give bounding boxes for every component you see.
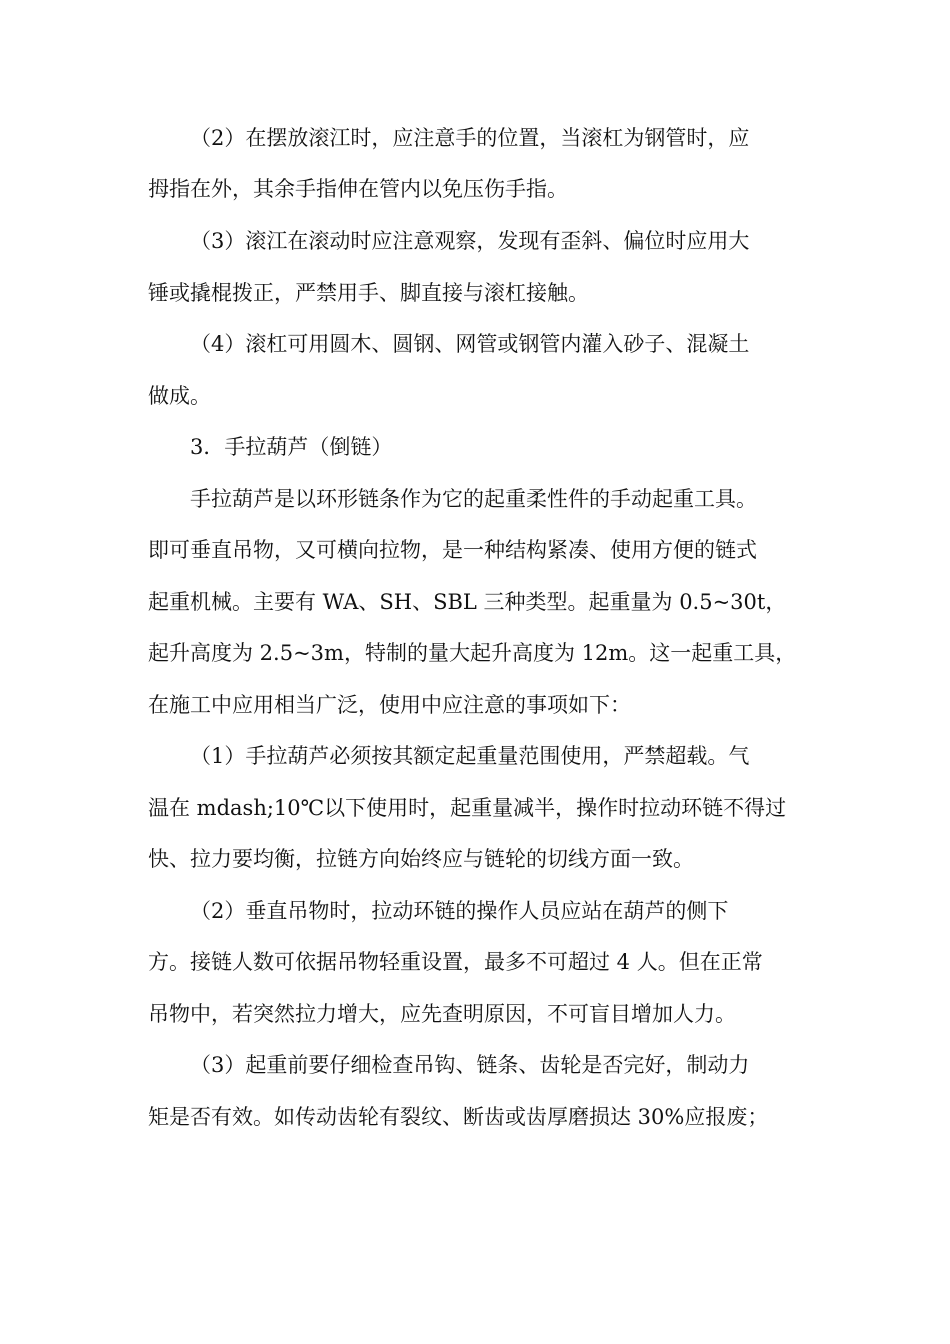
text-line: 做成。 — [148, 384, 211, 408]
text-line: 矩是否有效。如传动齿轮有裂纹、断齿或齿厚磨损达 30%应报废； — [148, 1105, 769, 1129]
text-line: 拇指在外，其余手指伸在管内以免压伤手指。 — [148, 177, 568, 201]
text-line: 锤或撬棍拨正，严禁用手、脚直接与滚杠接触。 — [148, 281, 589, 305]
text-line: （2）垂直吊物时，拉动环链的操作人员应站在葫芦的侧下 — [190, 899, 729, 923]
text-line: （3）滚江在滚动时应注意观察，发现有歪斜、偏位时应用大 — [190, 229, 750, 253]
text-line: 起重机械。主要有 WA、SH、SBL 三种类型。起重量为 0.5~30t， — [148, 590, 787, 614]
text-line: 吊物中，若突然拉力增大，应先查明原因，不可盲目增加人力。 — [148, 1002, 736, 1026]
text-line: 快、拉力要均衡，拉链方向始终应与链轮的切线方面一致。 — [148, 847, 694, 871]
text-line: 在施工中应用相当广泛，使用中应注意的事项如下： — [148, 693, 631, 717]
text-line: 方。接链人数可依据吊物轻重设置，最多不可超过 4 人。但在正常 — [148, 950, 763, 974]
text-line: 手拉葫芦是以环形链条作为它的起重柔性件的手动起重工具。 — [190, 487, 757, 511]
text-line: 温在 mdash;10℃以下使用时，起重量减半，操作时拉动环链不得过 — [148, 796, 787, 820]
text-line: （2）在摆放滚江时，应注意手的位置，当滚杠为钢管时，应 — [190, 126, 750, 150]
text-line: （3）起重前要仔细检查吊钩、链条、齿轮是否完好，制动力 — [190, 1053, 750, 1077]
text-line: 起升高度为 2.5~3m，特制的量大起升高度为 12m。这一起重工具， — [148, 641, 797, 665]
section-heading: 3．手拉葫芦（倒链） — [190, 435, 393, 459]
text-line: （1）手拉葫芦必须按其额定起重量范围使用，严禁超载。气 — [190, 744, 750, 768]
text-line: （4）滚杠可用圆木、圆钢、网管或钢管内灌入砂子、混凝土 — [190, 332, 750, 356]
text-line: 即可垂直吊物，又可横向拉物，是一种结构紧凑、使用方便的链式 — [148, 538, 757, 562]
